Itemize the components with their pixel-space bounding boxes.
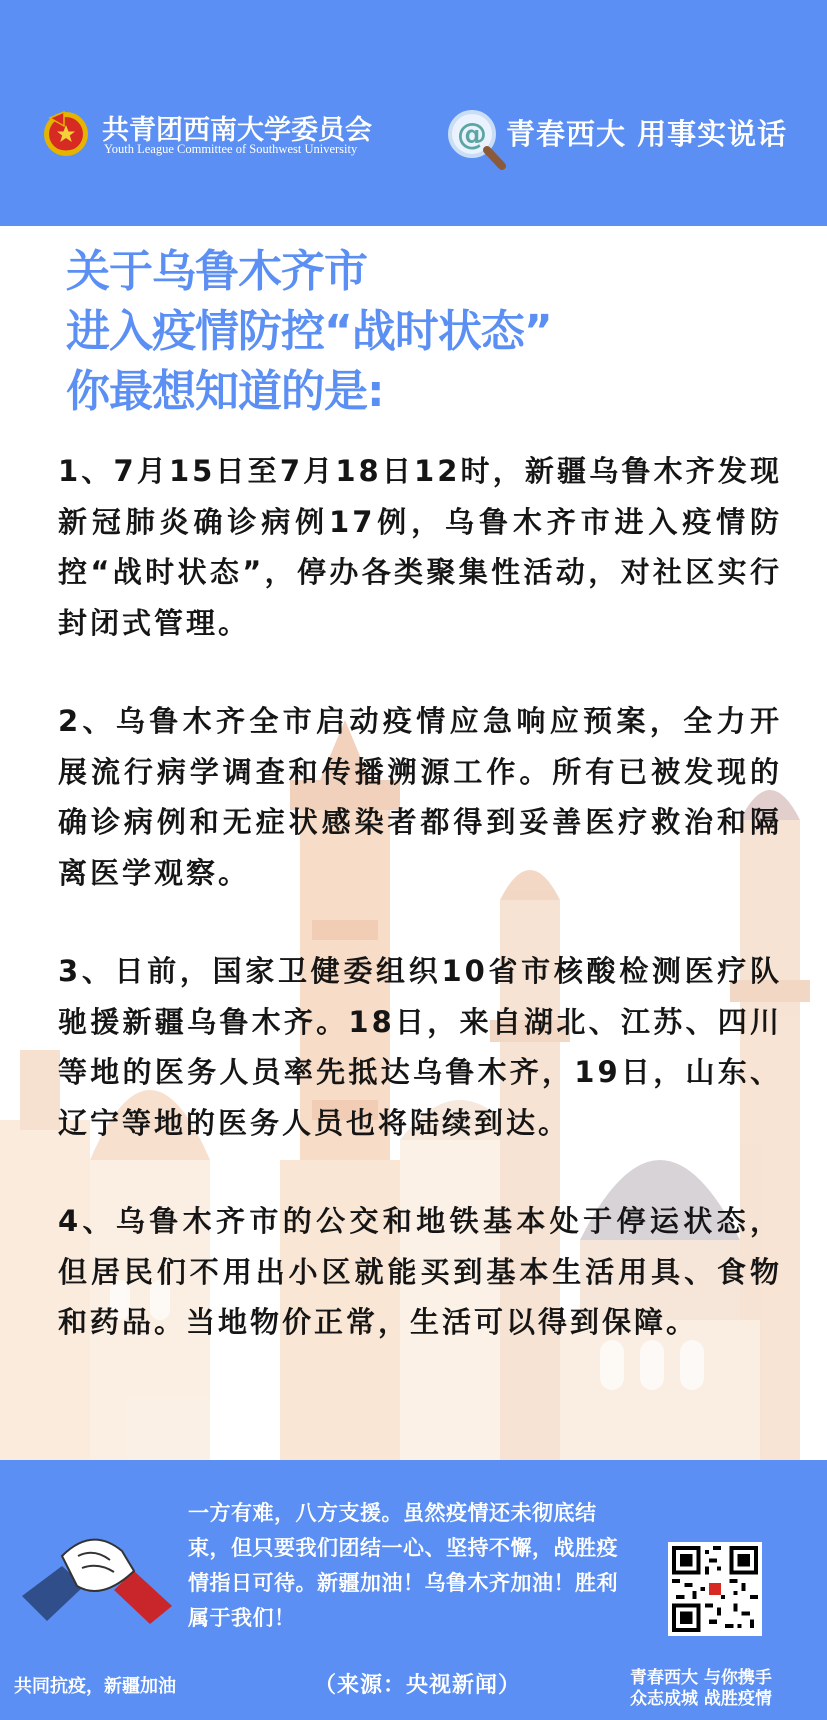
paragraph-1: 1、7月15日至7月18日12时，新疆乌鲁木齐发现新冠肺炎确诊病例17例，乌鲁木齐市进入疫情防控“战时状态”，停办各类聚集性活动，对社区实行封闭式管理。 [58, 454, 782, 640]
article-body [58, 446, 782, 1396]
title-line-2: 进入疫情防控“战时状态” [66, 306, 552, 357]
youth-league-emblem-icon [40, 106, 92, 158]
qr-code-icon[interactable] [668, 1542, 762, 1636]
footer-right-text [630, 1668, 772, 1710]
header-banner [0, 0, 827, 226]
title-line-1: 关于乌鲁木齐市 [66, 246, 367, 297]
clasped-hands-icon [22, 1516, 172, 1626]
org-name-en: Youth League Committee of Southwest University [104, 142, 358, 156]
footer-right-line-2: 众志成城 战胜疫情 [630, 1689, 772, 1709]
footer-source: （来源：央视新闻） [314, 1673, 522, 1698]
org-name-cn: 共青团西南大学委员会 [102, 115, 372, 146]
paragraph-2: 2、乌鲁木齐全市启动疫情应急响应预案，全力开展流行病学调查和传播溯源工作。所有已被发现的确诊病例和无症状感染者都得到妥善医疗救治和隔离医学观察。 [58, 704, 782, 890]
footer-message: 一方有难，八方支援。虽然疫情还未彻底结束，但只要我们团结一心、坚持不懈，战胜疫情指日可待。新疆加油！乌鲁木齐加油！胜利属于我们！ [188, 1501, 618, 1630]
title-line-3: 你最想知道的是: [66, 366, 384, 417]
paragraph-3: 3、日前，国家卫健委组织10省市核酸检测医疗队驰援新疆乌鲁木齐。18日，来自湖北、江苏、四川等地的医务人员率先抵达乌鲁木齐，19日，山东、辽宁等地的医务人员也将陆续到达。 [58, 954, 782, 1140]
footer-left-text: 共同抗疫，新疆加油 [14, 1676, 176, 1697]
header-slogan: 青春西大 用事实说话 [506, 117, 788, 151]
svg-text:@: @ [457, 117, 487, 152]
paragraph-4: 4、乌鲁木齐市的公交和地铁基本处于停运状态，但居民们不用出小区就能买到基本生活用具、食物和药品。当地物价正常，生活可以得到保障。 [58, 1204, 782, 1339]
footer-banner [0, 1460, 827, 1720]
footer-right-line-1: 青春西大 与你携手 [630, 1668, 772, 1688]
page-title [66, 242, 552, 422]
